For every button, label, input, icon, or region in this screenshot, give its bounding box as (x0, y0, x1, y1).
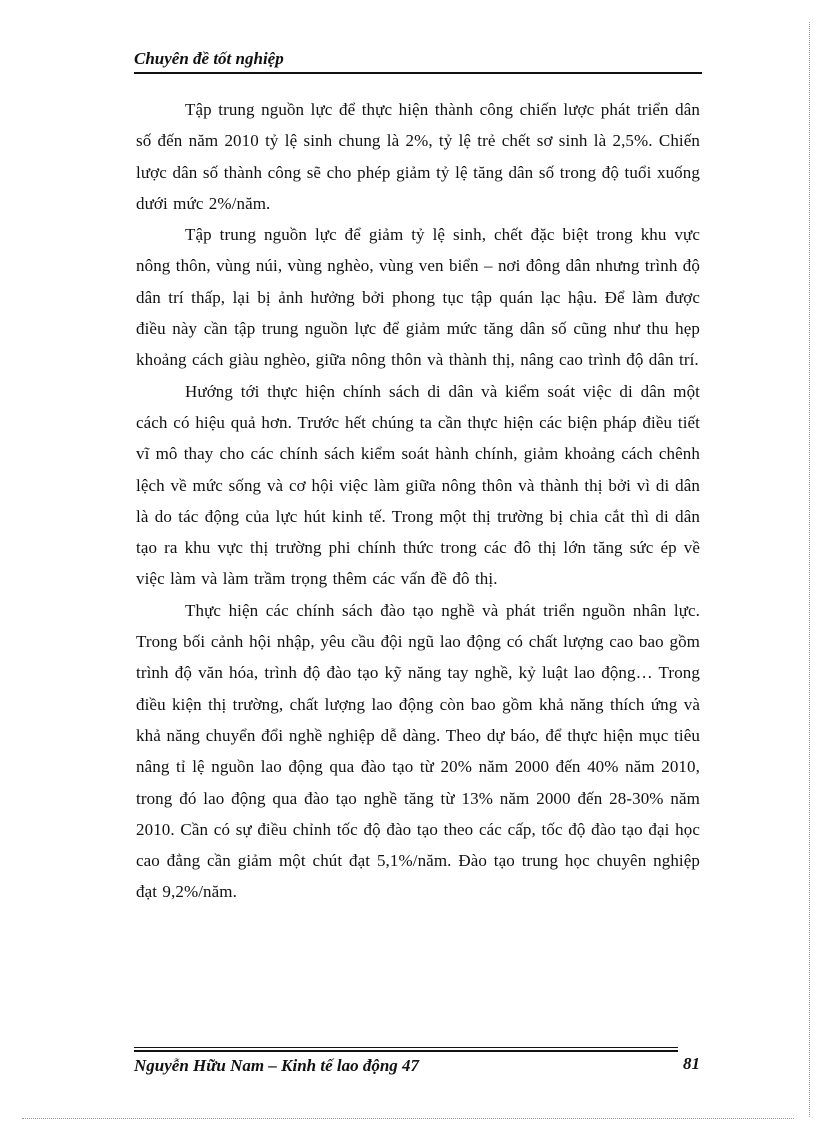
page-border-bottom (22, 1118, 794, 1119)
header-title: Chuyên đề tốt nghiệp (134, 49, 284, 68)
paragraph-migration-policy: Hướng tới thực hiện chính sách di dân và kiểm soát việc di dân một cách có hiệu quả hơn. Trước hết chúng ta cần thực hiện các biện pháp điều tiết vĩ mô thay cho các chính sách kiểm soát hành chính, giảm khoảng cách chênh lệch về mức sống và cơ hội việc làm giữa nông thôn và thành thị bởi vì di dân là do tác động của lực hút kinh tế. Trong một thị trường bị chia cắt thì di dân tạo ra khu vực thị trường phi chính thức trong các đô thị lớn tăng sức ép về việc làm và làm trầm trọng thêm các vấn đề đô thị. (136, 381, 700, 589)
document-body (136, 94, 700, 908)
page-number: 81 (683, 1054, 700, 1073)
footer-rule-thin (134, 1047, 678, 1048)
paragraph-vocational-training: Thực hiện các chính sách đào tạo nghề và phát triển nguồn nhân lực. Trong bối cảnh hội nhập, yêu cầu đội ngũ lao động có chất lượng cao bao gồm trình độ văn hóa, trình độ đào tạo kỹ năng tay nghề, kỷ luật lao động… Trong điều kiện thị trường, chất lượng lao động còn bao gồm khả năng thích ứng và khả năng chuyển đổi nghề nghiệp dễ dàng. Theo dự báo, để thực hiện mục tiêu nâng tỉ lệ nguồn lao động qua đào tạo từ 20% năm 2000 đến 40% năm 2010, trong đó lao động qua đào tạo nghề tăng từ 13% năm 2000 đến 28-30% năm 2010. Cần có sự điều chỉnh tốc độ đào tạo theo các cấp, tốc độ đào tạo đại học cao đẳng cần giảm một chút đạt 5,1%/năm. Đào tạo trung học chuyên nghiệp đạt 9,2%/năm. (136, 600, 700, 902)
paragraph-population-strategy: Tập trung nguồn lực để thực hiện thành công chiến lược phát triển dân số đến năm 2010 tỷ lệ sinh chung là 2%, tỷ lệ trẻ chết sơ sinh là 2,5%. Chiến lược dân số thành công sẽ cho phép giảm tỷ lệ tăng dân số trong độ tuổi xuống dưới mức 2%/năm. (136, 100, 700, 213)
footer-row (134, 1055, 702, 1081)
footer-rule-thick (134, 1050, 678, 1052)
page-header (134, 48, 702, 74)
footer-author: Nguyễn Hữu Nam – Kinh tế lao động 47 (134, 1056, 420, 1075)
paragraph-birth-death-rates: Tập trung nguồn lực để giảm tỷ lệ sinh, chết đặc biệt trong khu vực nông thôn, vùng núi, vùng nghèo, vùng ven biển – nơi đông dân nhưng trình độ dân trí thấp, lại bị ảnh hưởng bởi phong tục tập quán lạc hậu. Để làm được điều này cần tập trung nguồn lực để giảm mức tăng dân số cũng như thu hẹp khoảng cách giàu nghèo, giữa nông thôn và thành thị, nâng cao trình độ dân trí. (136, 225, 700, 370)
page-border-right (809, 22, 810, 1117)
page-footer (134, 1047, 702, 1081)
header-rule (134, 72, 702, 74)
